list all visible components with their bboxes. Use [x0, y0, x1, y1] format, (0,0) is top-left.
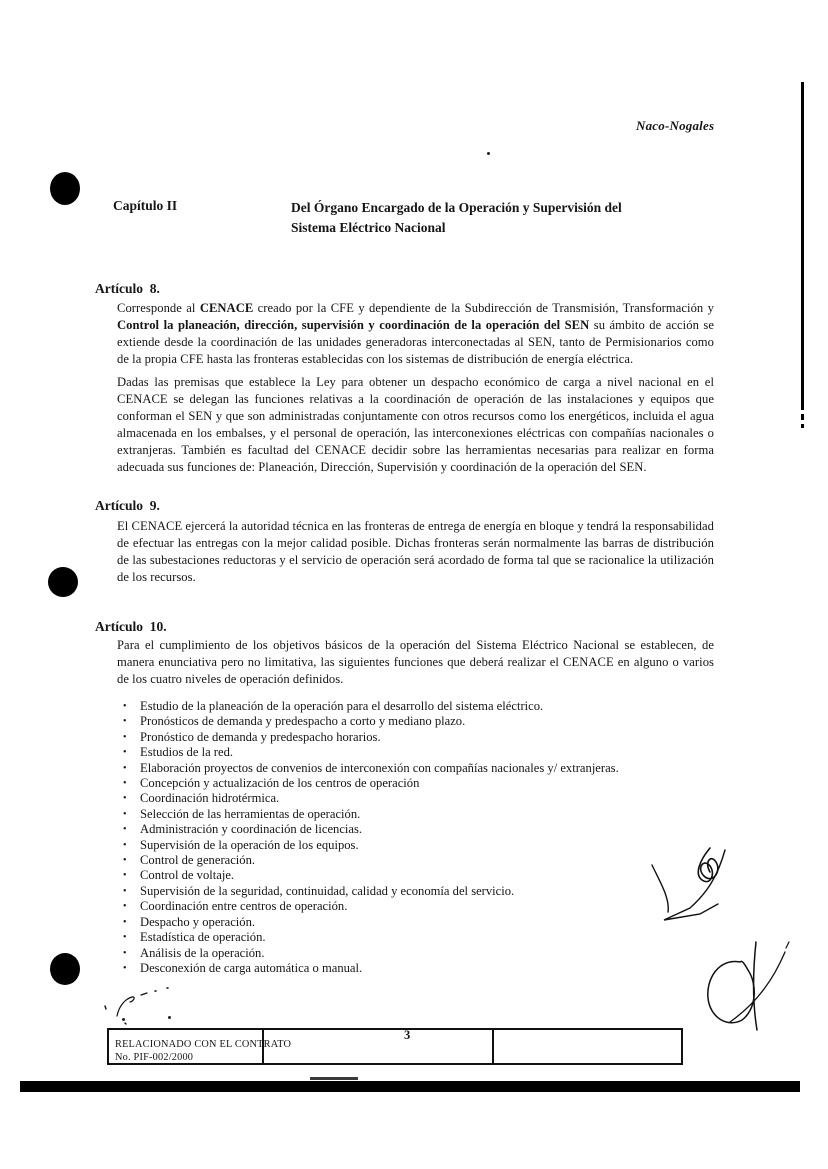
contract-reference-line1: RELACIONADO CON EL CONTRATO: [115, 1039, 292, 1050]
scan-edge-bar: [20, 1081, 800, 1092]
text-run: CENACE: [199, 301, 254, 315]
text-run: Dadas las premisas que establece la Ley para obtener un despacho económico de carga a nivel nacional en el CENACE se delegan las funciones relativas a la coordinación de operación de las instalaciones y equipos que conforman el SEN y que son administradas conjuntamente con otros recursos como los energéticos, incluida el agua almacenada en los embalses, y el personal de operación, las interconexiones eléctricas con compañías nacionales o extranjeras. También es facultad del CENACE decidir sobre las herramientas necesarias para realizar en forma adecuada sus funciones de: Planeación, Dirección, Supervisión y coordinación de la operación del SEN.: [117, 375, 714, 474]
scan-smudge: [310, 1077, 358, 1080]
bullet-icon: •: [123, 793, 127, 805]
bullet-text: Elaboración proyectos de convenios de interconexión con compañías nacionales y/ extranjeras.: [140, 760, 619, 775]
bullet-icon: •: [123, 824, 127, 836]
bullet-text: Análisis de la operación.: [140, 945, 265, 960]
bullet-item: [123, 714, 653, 729]
article-10-paragraph-1: [117, 637, 714, 688]
bullet-icon: •: [123, 885, 127, 897]
bullet-icon: •: [123, 916, 127, 928]
bullet-item: [123, 915, 653, 930]
bullet-text: Coordinación entre centros de operación.: [140, 899, 348, 914]
scan-edge-line-dash: [801, 424, 804, 428]
page-number: 3: [404, 1028, 411, 1042]
hole-punch-mark-bottom: [50, 953, 80, 985]
text-run: Corresponde al: [117, 301, 200, 315]
bullet-text: Control de generación.: [140, 853, 256, 868]
bullet-icon: •: [123, 947, 127, 959]
article-9-paragraph-1: [117, 518, 714, 586]
text-run: Para el cumplimiento de los objetivos básicos de la operación del Sistema Eléctrico Nacional se establecen, de manera enunciativa pero no limitativa, las siguientes funciones que deberá realizar el CENACE en alguno o varios de los cuatro niveles de operación definidos.: [117, 638, 714, 686]
scan-edge-line-dash: [801, 414, 804, 420]
bullet-item: [123, 930, 653, 945]
article-8-paragraph-2: [117, 374, 714, 476]
text-run: El CENACE ejercerá la autoridad técnica en las fronteras de entrega de energía en bloque y tendrá la responsabilidad de efectuar las entregas con la mejor calidad posible. Dichas fronteras serán normalmente las barras de distribución de las subestaciones reductoras y el servicio de operación será acordado de forma tal que se racionalice la utilización de los recursos.: [117, 519, 714, 584]
footer-box-divider: [492, 1030, 494, 1063]
chapter-title-line1: Del Órgano Encargado de la Operación y Supervisión del: [291, 200, 622, 215]
bullet-icon: •: [123, 747, 127, 759]
bullet-icon: •: [123, 932, 127, 944]
chapter-title: [291, 198, 691, 238]
bullet-text: Selección de las herramientas de operación.: [140, 806, 361, 821]
bullet-text: Pronóstico de demanda y predespacho horarios.: [140, 729, 381, 744]
chapter-title-line2: Sistema Eléctrico Nacional: [291, 220, 446, 235]
handwritten-signature-lower: [690, 930, 810, 1045]
bullet-icon: •: [123, 701, 127, 712]
bullet-item: [123, 822, 653, 837]
bullet-icon: •: [123, 839, 127, 851]
bullet-item: [123, 868, 653, 883]
article-9-heading: Artículo 9.: [95, 498, 160, 513]
bullet-item: [123, 745, 653, 760]
bullet-item: [123, 807, 653, 822]
article-10-heading: Artículo 10.: [95, 619, 167, 634]
contract-reference-line2: No. PIF-002/2000: [115, 1051, 194, 1063]
article-8-paragraph-1: [117, 300, 714, 368]
bullet-item: [123, 899, 653, 914]
bullet-icon: •: [123, 762, 127, 774]
contract-reference: [115, 1039, 291, 1064]
bullet-item: [123, 699, 653, 714]
bullet-text: Estudio de la planeación de la operación para el desarrollo del sistema eléctrico.: [140, 699, 544, 713]
bullet-text: Pronósticos de demanda y predespacho a corto y mediano plazo.: [140, 714, 466, 729]
bullet-item: [123, 791, 653, 806]
bullet-text: Supervisión de la seguridad, continuidad, calidad y economía del servicio.: [140, 883, 515, 898]
bullet-icon: •: [123, 901, 127, 913]
bullet-item: [123, 776, 653, 791]
scan-edge-line: [801, 82, 804, 410]
bullet-text: Supervisión de la operación de los equipos.: [140, 837, 359, 852]
text-run: creado por la CFE y dependiente de la Subdirección de Transmisión, Transformación y: [253, 301, 714, 315]
footer-contract-box: [107, 1028, 683, 1065]
bullet-icon: •: [123, 716, 127, 728]
hole-punch-mark-middle: [48, 567, 78, 597]
bullet-text: Coordinación hidrotérmica.: [140, 791, 280, 806]
bullet-icon: •: [123, 855, 127, 867]
bullet-item: [123, 761, 653, 776]
bullet-item: [123, 838, 653, 853]
bullet-text: Estadística de operación.: [140, 930, 266, 945]
bullet-item: [123, 853, 653, 868]
scan-speck: [122, 1018, 125, 1021]
hole-punch-mark-top: [50, 172, 80, 205]
bullet-item: [123, 961, 653, 976]
bullet-item: [123, 946, 653, 961]
bullet-text: Estudios de la red.: [140, 745, 234, 760]
chapter-label: Capítulo II: [113, 198, 178, 213]
bullet-text: Despacho y operación.: [140, 914, 256, 929]
text-run: Control la planeación, dirección, supervisión y coordinación de la operación del SEN: [117, 318, 590, 332]
bullet-item: [123, 730, 653, 745]
article-10-function-list: [123, 699, 653, 976]
text-run: su ámbito de acción se extiende desde la coordinación de las unidades generadoras interconectadas al SEN, tanto de Permisionarios como de la propia CFE hasta las fronteras establecidas con los sistemas de distribución de energía eléctrica.: [117, 318, 714, 366]
scan-speck: [487, 152, 490, 155]
scan-speck: [168, 1016, 171, 1019]
bullet-icon: •: [123, 808, 127, 820]
bullet-icon: •: [123, 731, 127, 743]
bullet-item: [123, 884, 653, 899]
bullet-icon: •: [123, 778, 127, 790]
bullet-icon: •: [123, 962, 127, 974]
bullet-icon: •: [123, 870, 127, 882]
bullet-text: Desconexión de carga automática o manual.: [140, 960, 363, 975]
article-8-heading: Artículo 8.: [95, 281, 160, 296]
bullet-text: Control de voltaje.: [140, 868, 235, 883]
bullet-text: Administración y coordinación de licencias.: [140, 822, 363, 837]
header-note: Naco-Nogales: [636, 118, 715, 133]
bullet-text: Concepción y actualización de los centros de operación: [140, 776, 420, 791]
